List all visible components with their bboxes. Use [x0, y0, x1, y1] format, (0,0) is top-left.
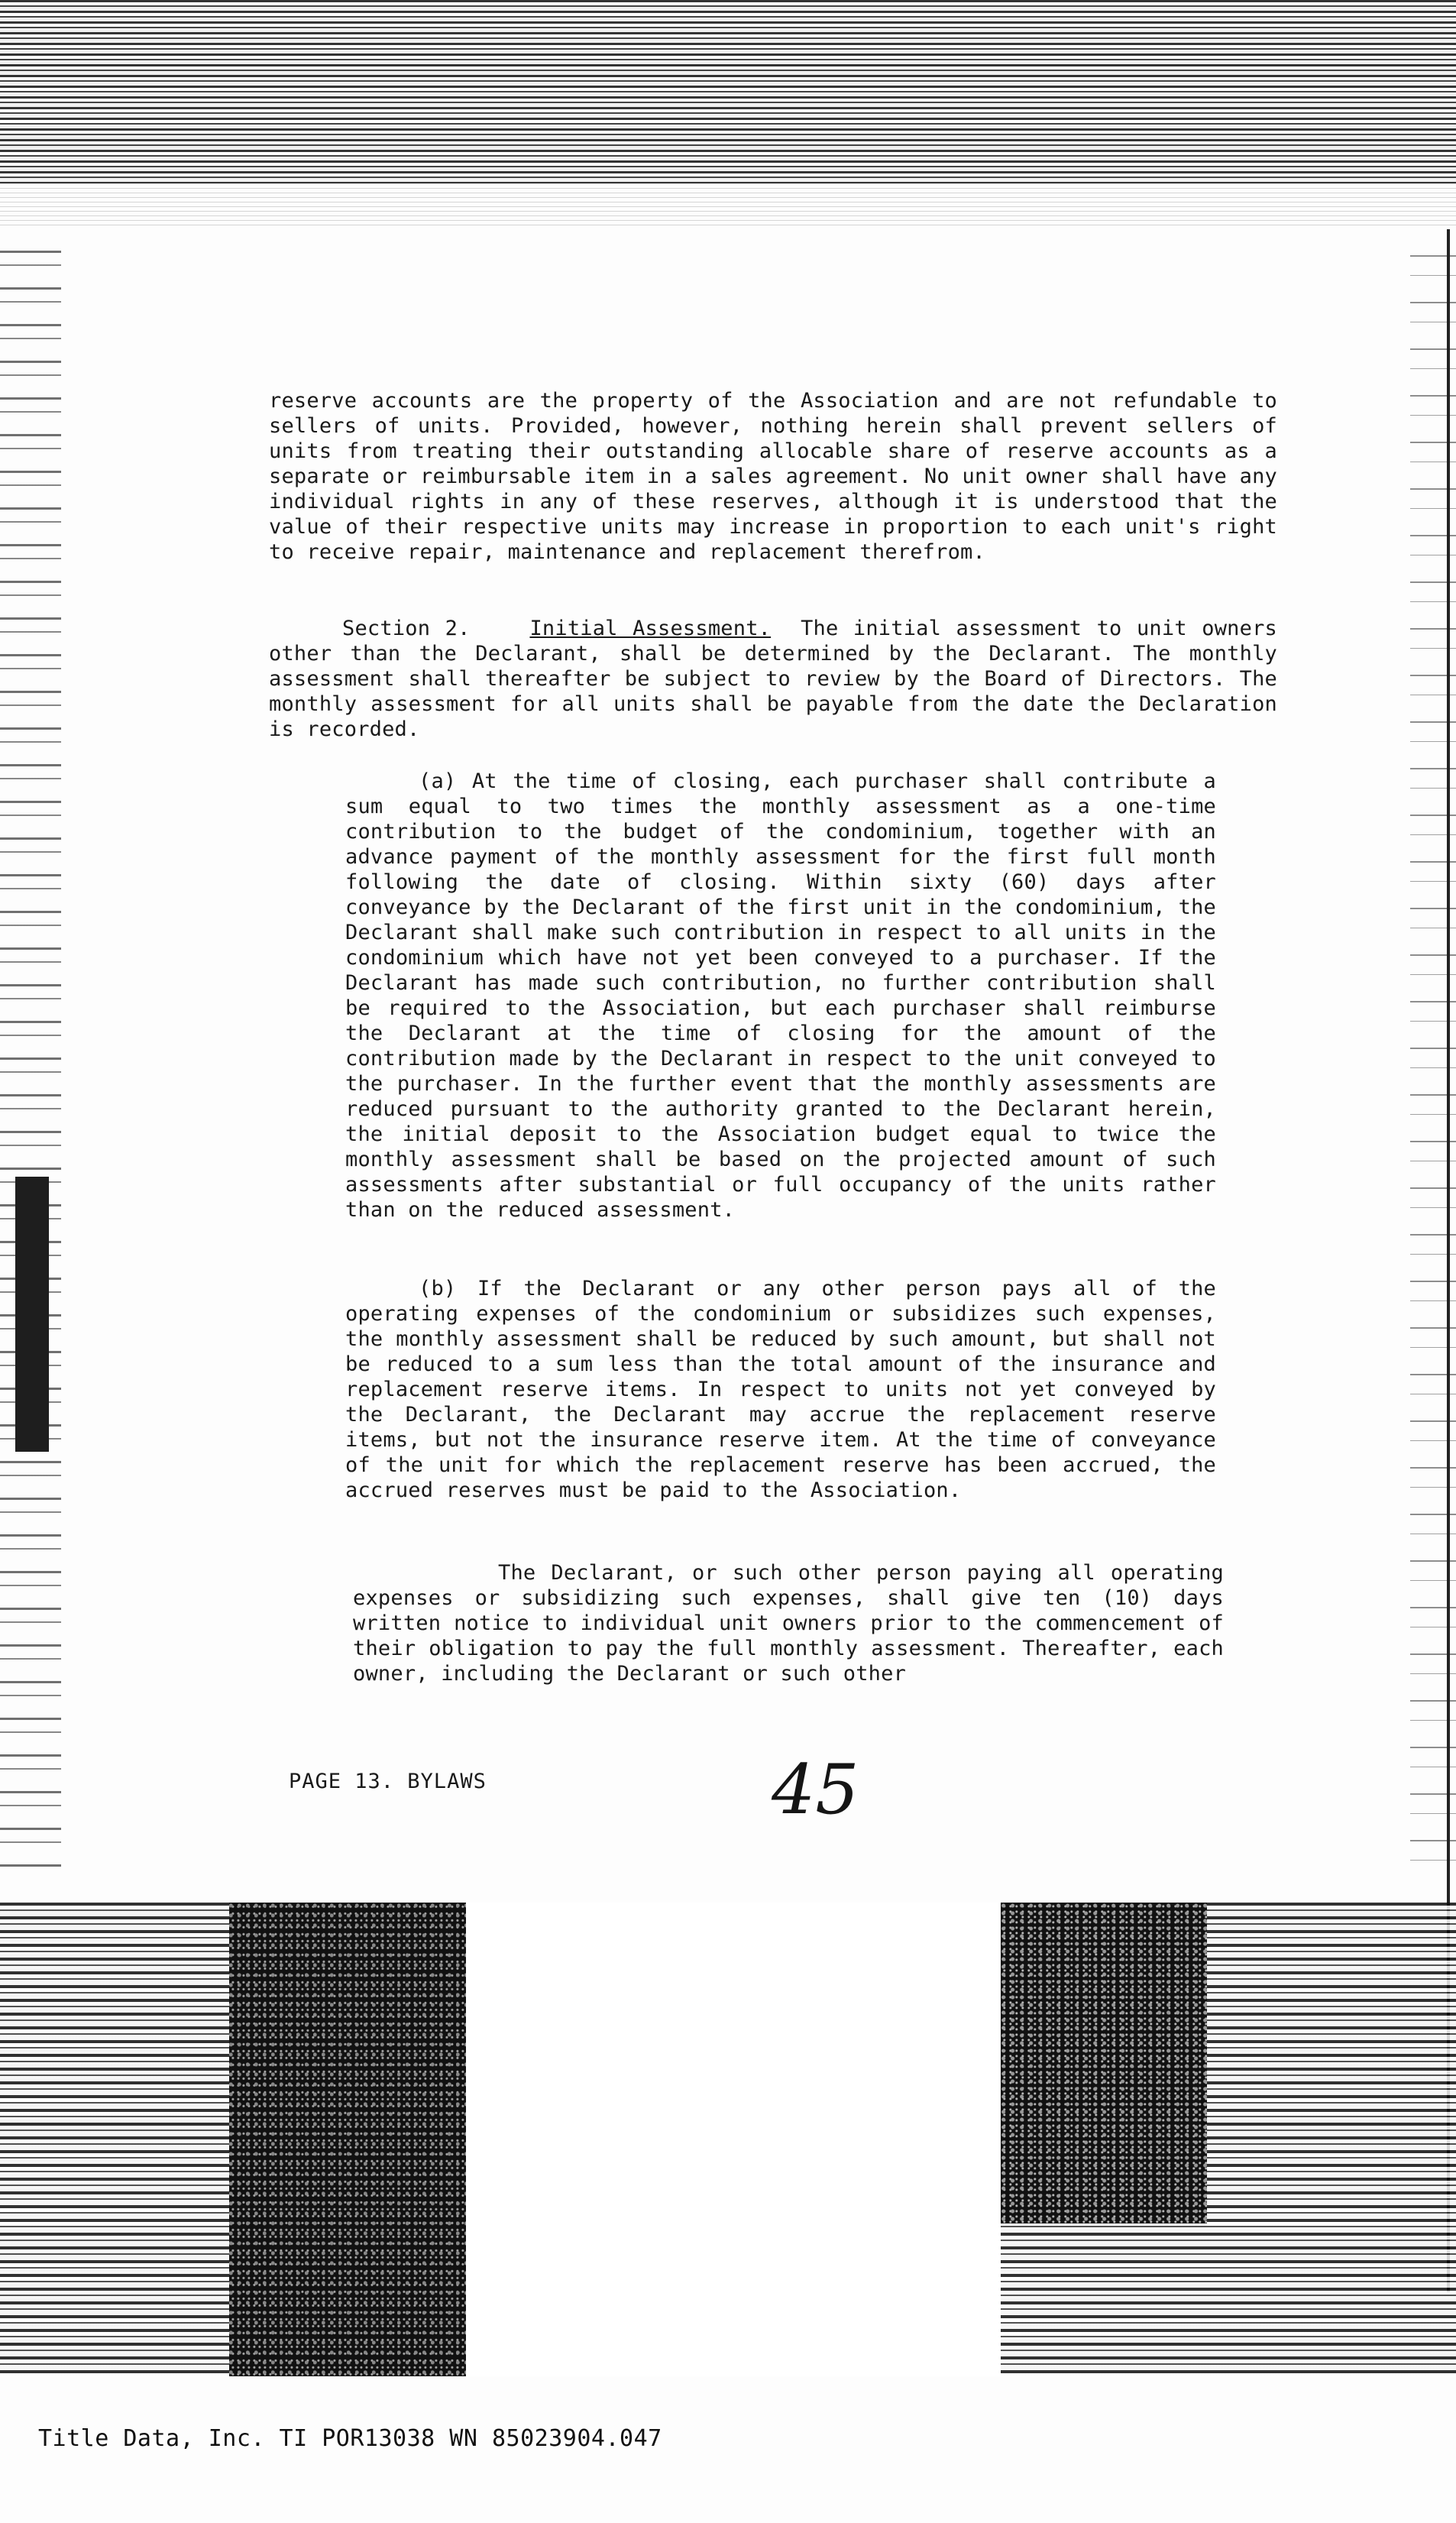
scan-noise-left	[229, 1903, 466, 2376]
scan-blank-area	[466, 1903, 1001, 2376]
scan-artifact-fade	[0, 183, 1456, 229]
paragraph-declarant-notice: The Declarant, or such other person paying all operating expenses or subsidizing such expenses, shall give ten (10) days written notice to individual unit owners prior to the commencement of their obligation to pay the full monthly assessment. Thereafter, each owner, including the Declarant or such other	[353, 1561, 1224, 1686]
scan-artifact-top	[0, 0, 1456, 183]
page-label: PAGE 13. BYLAWS	[289, 1770, 487, 1793]
handwritten-page-number: 45	[772, 1750, 859, 1830]
section-number: Section 2.	[342, 617, 471, 640]
paragraph-subsection-b: (b) If the Declarant or any other person pays all of the operating expenses of the condominium or subsidizes such expenses, the monthly assessment shall be reduced by such amount, but shall not be reduced to a sum less than the total amount of the insurance and replacement reserve items. In respect to units not yet conveyed by the Declarant, the Declarant may accrue the replacement reserve items, but not the insurance reserve item. At the time of conveyance of the unit for which the replacement reserve has been accrued, the accrued reserves must be paid to the Association.	[345, 1277, 1216, 1502]
paragraph-section-2	[269, 616, 1277, 742]
paragraph-reserve-accounts: reserve accounts are the property of the Association and are not refundable to sellers of units. Provided, however, nothing herein shall prevent sellers of units from treating their outstanding allocable share of reserve accounts as a separate or reimbursable item in a sales agreement. No unit owner shall have any individual rights in any of these reserves, although it is understood that the value of their respective units may increase in proportion to each unit's right to receive repair, maintenance and replacement therefrom.	[269, 389, 1277, 564]
paragraph-subsection-a: (a) At the time of closing, each purchaser shall contribute a sum equal to two times the monthly assessment as a one-time contribution to the budget of the condominium, together with an advance payment of the monthly assessment for the first full month following the date of closing. Within sixty (60) days after conveyance by the Declarant of the first unit in the condominium, the Declarant shall make such contribution in respect to all units in the condominium which have not yet been conveyed to a purchaser. If the Declarant has made such contribution, no further contribution shall be required to the Association, but each purchaser shall reimburse the Declarant at the time of closing for the amount of the contribution made by the Declarant in respect to the unit conveyed to the purchaser. In the further event that the monthly assessments are reduced pursuant to the authority granted to the Declarant herein, the initial deposit to the Association budget equal to twice the monthly assessment shall be based on the projected amount of such assessments after substantial or full occupancy of the units rather than on the reduced assessment.	[345, 769, 1216, 1222]
section-title: Initial Assessment.	[529, 617, 772, 640]
section-body: The initial assessment to unit owners other than the Declarant, shall be determined by the Declarant. The monthly assessment shall thereafter be subject to review by the Board of Directors. The monthly assessment for all units shall be payable from the date the Declaration is recorded.	[269, 617, 1277, 741]
scan-artifact-left-bar	[15, 1177, 49, 1452]
scan-artifact-left-margin	[0, 229, 61, 1872]
scan-noise-right	[1001, 1903, 1207, 2223]
title-data-stamp: Title Data, Inc. TI POR13038 WN 85023904.047	[38, 2425, 662, 2452]
